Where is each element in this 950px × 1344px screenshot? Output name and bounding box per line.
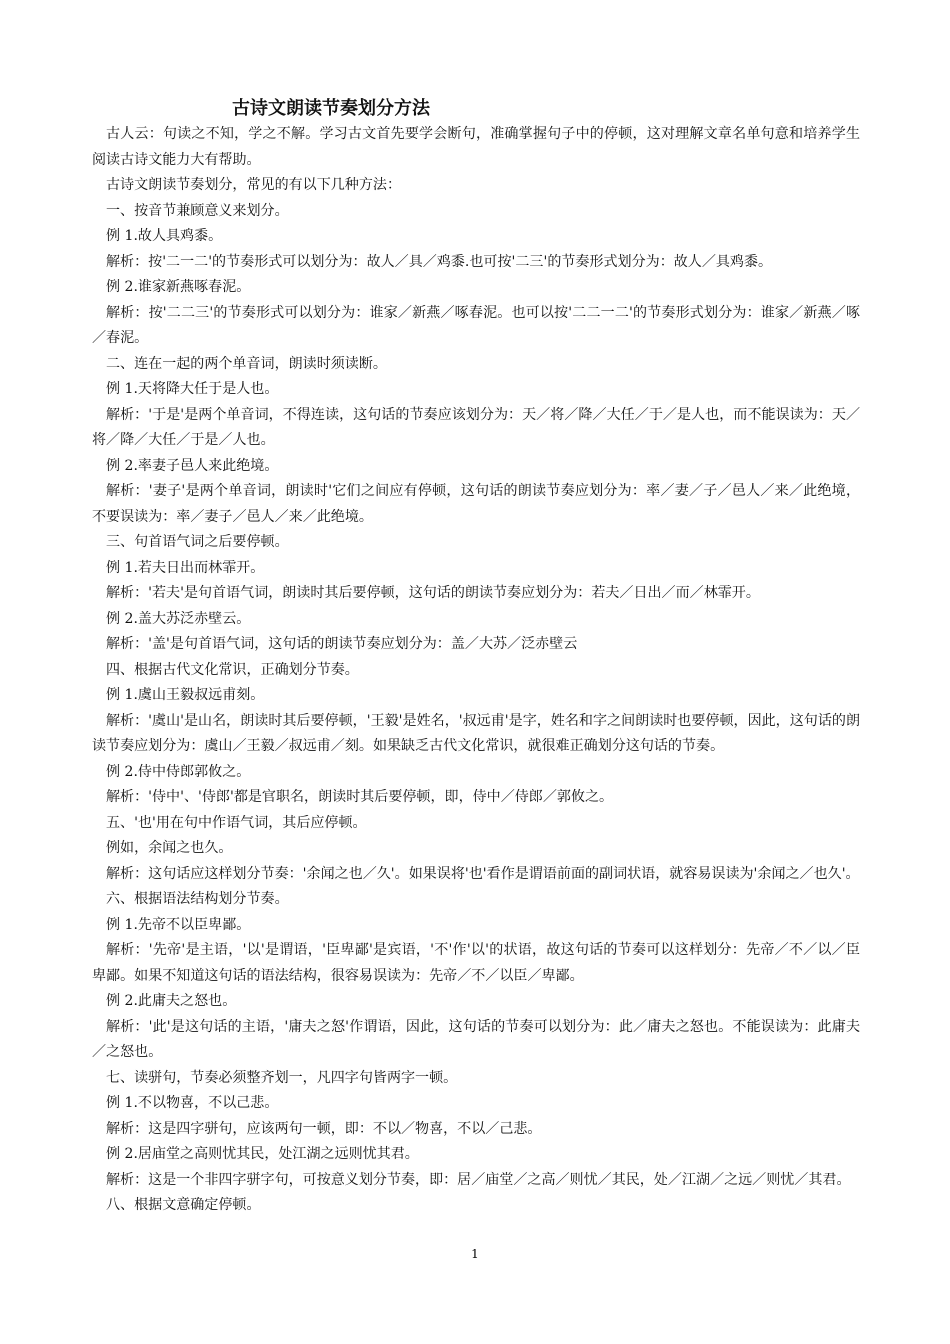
section-heading: 二、连在一起的两个单音词，朗读时须读断。	[106, 355, 387, 372]
section-heading: 五、'也'用在句中作语气词，其后应停顿。	[106, 814, 367, 831]
document-title: 古诗文朗读节奏划分方法	[232, 98, 430, 119]
example-line: 例 2.谁家新燕啄春泥。	[106, 279, 251, 295]
analysis-paragraph: 解析：'盖'是句首语气词，这句话的朗读节奏应划分为：盖／大苏／泛赤壁云	[106, 636, 578, 652]
example-line: 例 2.侍中侍郎郭攸之。	[106, 763, 251, 780]
section-heading: 六、根据语法结构划分节奏。	[106, 891, 289, 907]
document-body	[92, 122, 860, 1219]
example-line: 例 1.故人具鸡黍。	[106, 228, 223, 244]
section-heading: 三、句首语气词之后要停顿。	[106, 534, 289, 550]
example-line: 例 1.若夫日出而林霏开。	[106, 559, 265, 576]
analysis-paragraph: 解析：这是四字骈句，应该两句一顿，即：不以／物喜，不以／己悲。	[106, 1120, 542, 1137]
analysis-paragraph: 解析：按'二一二'的节奏形式可以划分为：故人／具／鸡黍.也可按'二三'的节奏形式划分为：故人／具鸡黍。	[106, 253, 773, 270]
example-line: 例 2.此庸夫之怒也。	[106, 993, 237, 1009]
example-line: 例 1.天将降大任于是人也。	[106, 381, 279, 397]
paragraph: 古诗文朗读节奏划分，常见的有以下几种方法：	[106, 177, 401, 193]
example-line: 例 2.率妻子邑人来此绝境。	[106, 457, 279, 474]
paragraph: 古人云：句读之不知，学之不解。学习古文首先要学会断句，准确掌握句子中的停顿，这对理解文章名单句意和培养学生阅读古诗文能力大有帮助。	[92, 126, 860, 168]
example-line: 例 2.盖大苏泛赤壁云。	[106, 610, 251, 627]
analysis-paragraph: 解析：'此'是这句话的主语，'庸夫之怒'作谓语，因此，这句话的节奏可以划分为：此／庸夫之怒也。不能误读为：此庸夫／之怒也。	[92, 1018, 860, 1060]
analysis-paragraph: 解析：按'二二三'的节奏形式可以划分为：谁家／新燕／啄春泥。也可以按'二二一二'的节奏形式划分为：谁家／新燕／啄／春泥。	[92, 304, 860, 346]
analysis-paragraph: 解析：'侍中'、'侍郎'都是官职名，朗读时其后要停顿，即，侍中／侍郎／郭攸之。	[106, 789, 614, 805]
analysis-paragraph: 解析：'于是'是两个单音词，不得连读，这句话的节奏应该划分为：天／将／降／大任／于／是人也，而不能误读为：天／将／降／大任／于是／人也。	[92, 406, 860, 448]
analysis-paragraph: 解析：'先帝'是主语，'以'是谓语，'臣卑鄙'是宾语，'不'作'以'的状语，故这句话的节奏可以这样划分：先帝／不／以／臣卑鄙。如果不知道这句话的语法结构，很容易误读为：先帝／不／以臣／卑鄙。	[92, 942, 860, 984]
example-line: 例 1.先帝不以臣卑鄙。	[106, 916, 251, 933]
page-number: 1	[471, 1247, 479, 1261]
example-line: 例如，余闻之也久。	[106, 840, 233, 856]
analysis-paragraph: 解析：这句话应这样划分节奏：'余闻之也／久'。如果误将'也'看作是谓语前面的副词状语，就容易误读为'余闻之／也久'。	[106, 865, 860, 882]
example-line: 例 2.居庙堂之高则忧其民，处江湖之远则忧其君。	[106, 1146, 419, 1162]
section-heading: 四、根据古代文化常识，正确划分节奏。	[106, 661, 359, 678]
analysis-paragraph: 解析：'妻子'是两个单音词，朗读时'它们之间应有停顿，这句话的朗读节奏应划分为：率／妻／子／邑人／来／此绝境，不要误读为：率／妻子／邑人／来／此绝境。	[92, 483, 860, 525]
analysis-paragraph: 解析：这是一个非四字骈字句，可按意义划分节奏，即：居／庙堂／之高／则忧／其民，处／江湖／之远／则忧／其君。	[106, 1171, 851, 1188]
example-line: 例 1.不以物喜，不以己悲。	[106, 1095, 279, 1111]
example-line: 例 1.虞山王毅叔远甫刻。	[106, 687, 265, 703]
analysis-paragraph: 解析：'虞山'是山名，朗读时其后要停顿，'王毅'是姓名，'叔远甫'是字，姓名和字之间朗读时也要停顿，因此，这句话的朗读节奏应划分为：虞山／王毅／叔远甫／刻。如果缺乏古代文化常识，就很难正确划分这句话的节奏。	[92, 712, 860, 754]
analysis-paragraph: 解析：'若夫'是句首语气词，朗读时其后要停顿，这句话的朗读节奏应划分为：若夫／日出／而／林霏开。	[106, 585, 760, 601]
section-heading: 七、读骈句，节奏必须整齐划一，凡四字句皆两字一顿。	[106, 1069, 458, 1086]
section-heading: 一、按音节兼顾意义来划分。	[106, 202, 289, 219]
section-heading: 八、根据文意确定停顿。	[106, 1197, 261, 1213]
